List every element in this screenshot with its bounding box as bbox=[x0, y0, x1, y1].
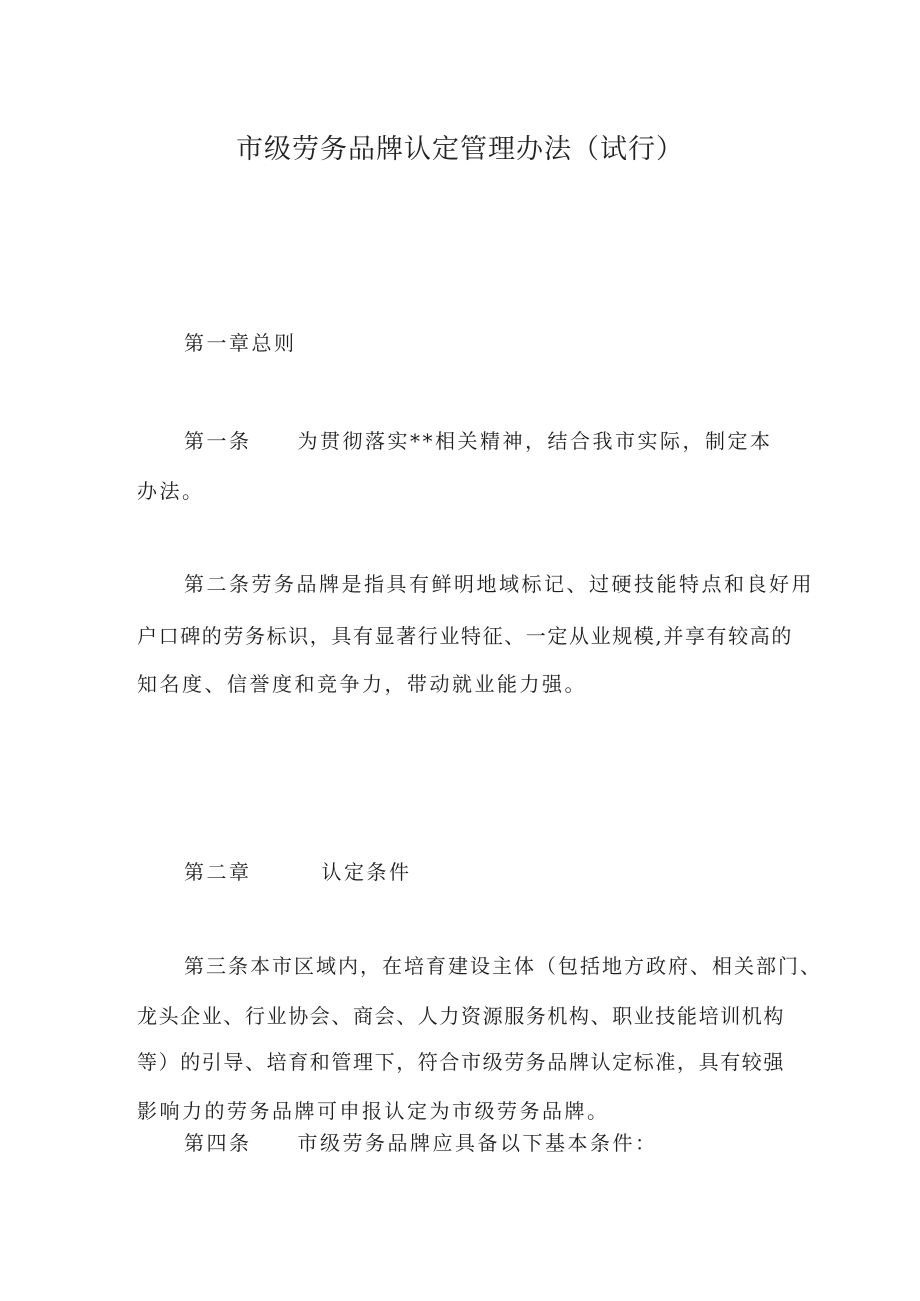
article-1-text: 为贯彻落实**相关精神，结合我市实际，制定本 bbox=[297, 429, 773, 453]
article-3-line-2: 龙头企业、行业协会、商会、人力资源服务机构、职业技能培训机构 bbox=[137, 1004, 785, 1028]
chapter-1-heading: 第一章总则 bbox=[184, 331, 297, 355]
article-3-line-1: 第三条本市区域内，在培育建设主体（包括地方政府、相关部门、 bbox=[184, 954, 822, 978]
article-1-line-2: 办法。 bbox=[137, 479, 205, 503]
article-1-label: 第一条 bbox=[184, 429, 252, 453]
article-4-text: 市级劳务品牌应具备以下基本条件： bbox=[297, 1131, 658, 1155]
article-2-line-2: 户口碑的劳务标识，具有显著行业特征、一定从业规模,并享有较高的 bbox=[137, 624, 793, 648]
article-1-line-1 bbox=[184, 425, 773, 454]
article-4-label: 第四条 bbox=[184, 1131, 252, 1155]
article-2-line-3: 知名度、信誉度和竞争力，带动就业能力强。 bbox=[137, 672, 587, 696]
article-2-line-1: 第二条劳务品牌是指具有鲜明地域标记、过硬技能特点和良好用 bbox=[184, 572, 814, 596]
chapter-2-label: 第二章 bbox=[184, 860, 252, 884]
chapter-2-heading bbox=[184, 856, 412, 885]
article-4-line-1 bbox=[184, 1127, 658, 1156]
chapter-2-title: 认定条件 bbox=[321, 860, 412, 884]
article-3-line-3: 等）的引导、培育和管理下，符合市级劳务品牌认定标准，具有较强 bbox=[137, 1050, 785, 1074]
document-title: 市级劳务品牌认定管理办法（试行） bbox=[236, 134, 684, 165]
article-3-line-4: 影响力的劳务品牌可申报认定为市级劳务品牌。 bbox=[137, 1099, 610, 1123]
